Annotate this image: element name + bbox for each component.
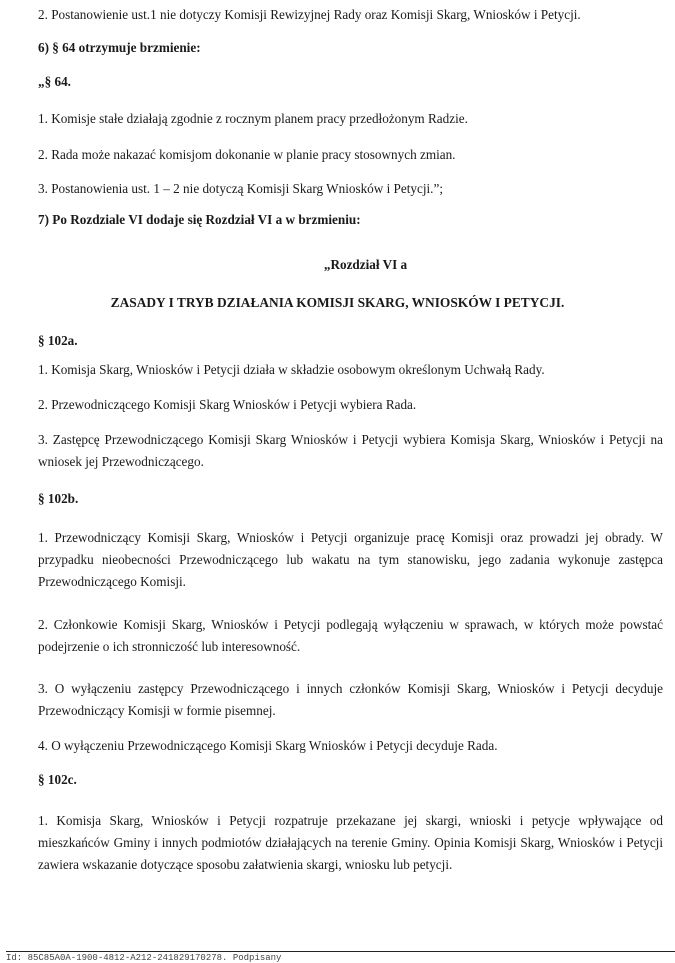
chapter-title: ZASADY I TRYB DZIAŁANIA KOMISJI SKARG, WNIOSKÓW I PETYCJI. <box>110 295 565 310</box>
section-102b-para-3: 3. O wyłączeniu zastępcy Przewodniczącego i innych członków Komisji Skarg, Wniosków i Petycji decyduje Przewodniczący Komisji w formie pisemnej. <box>38 681 663 718</box>
section-102a-para-2: 2. Przewodniczącego Komisji Skarg Wniosków i Petycji wybiera Rada. <box>38 397 417 412</box>
chapter-heading: „Rozdział VI a <box>323 257 408 272</box>
paragraph-prev-2: 2. Postanowienie ust.1 nie dotyczy Komisji Rewizyjnej Rady oraz Komisji Skarg, Wniosków i Petycji. <box>38 7 581 22</box>
section-64-para-3: 3. Postanowienia ust. 1 – 2 nie dotyczą Komisji Skarg Wniosków i Petycji.”; <box>38 181 443 196</box>
section-102b-para-2: 2. Członkowie Komisji Skarg, Wniosków i Petycji podlegają wyłączeniu w sprawach, w których może powstać podejrzenie o ich stronniczość lub interesowność. <box>38 617 663 654</box>
section-102a-para-3: 3. Zastępcę Przewodniczącego Komisji Skarg Wniosków i Petycji wybiera Komisja Skarg, Wniosków i Petycji na wniosek jej Przewodniczącego. <box>38 432 663 469</box>
section-102b-heading: § 102b. <box>38 491 79 506</box>
footer-divider <box>6 951 675 952</box>
section-64-para-1: 1. Komisje stałe działają zgodnie z rocznym planem pracy przedłożonym Radzie. <box>38 111 468 126</box>
section-102a-heading: § 102a. <box>38 333 78 348</box>
section-102b-para-1: 1. Przewodniczący Komisji Skarg, Wniosków i Petycji organizuje pracę Komisji oraz prowadzi jej obrady. W przypadku nieobecności Przewodniczącego lub wakatu na tym stanowisku, jego zadania wykonuje zastępca Przewodniczącego Komisji. <box>38 530 663 589</box>
section-102b-para-4: 4. O wyłączeniu Przewodniczącego Komisji Skarg Wniosków i Petycji decyduje Rada. <box>38 738 498 753</box>
section-102c-para-1: 1. Komisja Skarg, Wniosków i Petycji rozpatruje przekazane jej skargi, wnioski i petycje wpływające od mieszkańców Gminy i innych podmiotów działających na terenie Gminy. Opinia Komisji Skarg, Wniosków i Petycji zawiera wskazanie dotyczące sposobu załatwienia skargi, wniosku lub petycji. <box>38 813 663 872</box>
section-64-heading: „§ 64. <box>38 74 71 89</box>
section-64-para-2: 2. Rada może nakazać komisjom dokonanie w planie pracy stosownych zmian. <box>38 147 456 162</box>
amendment-item-7: 7) Po Rozdziale VI dodaje się Rozdział VI a w brzmieniu: <box>38 212 361 227</box>
footer-document-id: Id: 85C85A0A-1900-4812-A212-241829170278. Podpisany <box>6 953 282 963</box>
amendment-item-6: 6) § 64 otrzymuje brzmienie: <box>38 40 201 55</box>
section-102a-para-1: 1. Komisja Skarg, Wniosków i Petycji działa w składzie osobowym określonym Uchwałą Rady. <box>38 362 545 377</box>
section-102c-heading: § 102c. <box>38 772 77 787</box>
